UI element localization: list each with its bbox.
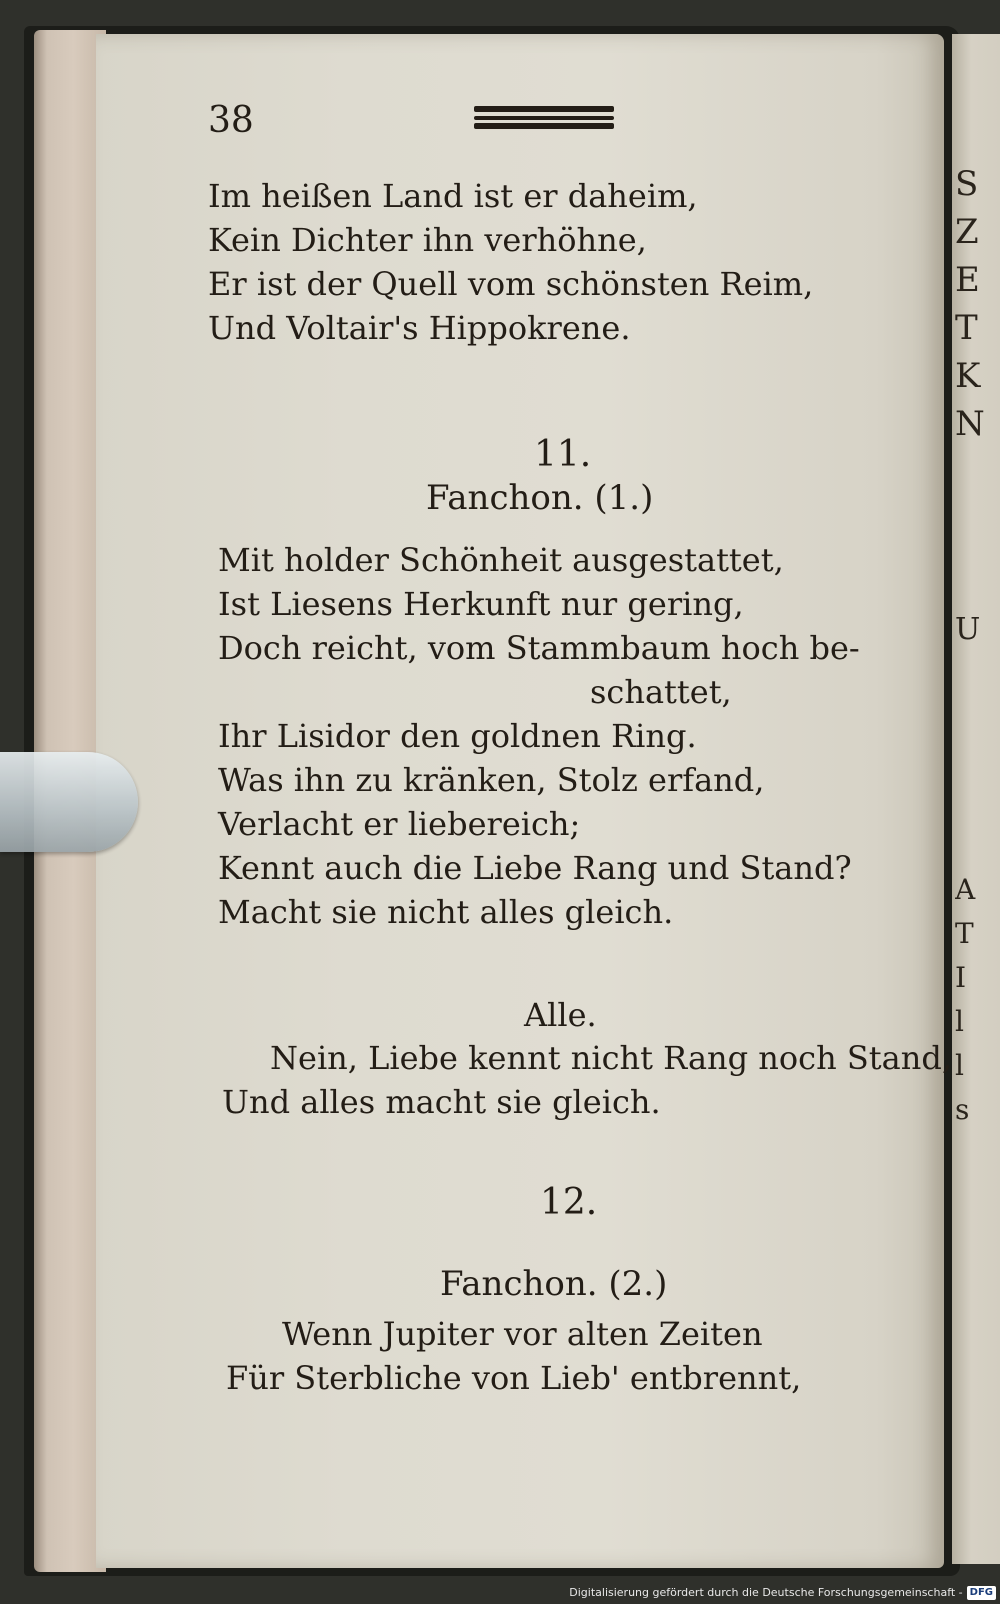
facing-letter: E (955, 260, 980, 300)
chorus (222, 1036, 952, 1124)
verse-line: Kein Dichter ihn verhöhne, (208, 221, 647, 259)
facing-letter: U (955, 612, 981, 647)
facing-letter: l (955, 1005, 964, 1038)
facing-page-upper-letters (955, 160, 1000, 448)
verse-line: Verlacht er liebereich; (218, 805, 581, 843)
verse-line: Er ist der Quell vom schönsten Reim, (208, 265, 814, 303)
song-verse (226, 1312, 801, 1400)
dfg-logo: DFG (967, 1586, 996, 1600)
verse-line: Ist Liesens Herkunft nur gering, (218, 585, 744, 623)
facing-letter: I (955, 961, 967, 994)
verse-line: Für Sterbliche von Lieb' entbrennt, (226, 1359, 802, 1397)
verse-line: Doch reicht, vom Stammbaum hoch be- (218, 629, 860, 667)
verse-line: Im heißen Land ist er daheim, (208, 177, 698, 215)
song-title: Fanchon. (1.) (426, 478, 654, 518)
facing-letter: N (955, 404, 985, 444)
verse-line: Kennt auch die Liebe Rang und Stand? (218, 849, 852, 887)
facing-letter: S (955, 164, 979, 204)
verse-line: Und alles macht sie gleich. (222, 1083, 661, 1121)
song-verse (218, 538, 860, 934)
verse-line: Ihr Lisidor den goldnen Ring. (218, 717, 697, 755)
facing-letter: l (955, 1049, 964, 1082)
page-number: 38 (208, 100, 254, 141)
page-holder-clip (0, 752, 138, 852)
verse-line: Und Voltair's Hippokrene. (208, 309, 631, 347)
header-ornament (474, 106, 614, 130)
verse-line: Wenn Jupiter vor alten Zeiten (282, 1315, 763, 1353)
facing-letter: K (955, 356, 981, 396)
facing-letter: T (955, 917, 974, 950)
digitization-credit (569, 1582, 996, 1604)
facing-page-lower-letters (955, 868, 1000, 1132)
chorus-label: Alle. (524, 996, 597, 1034)
facing-letter: T (955, 308, 978, 348)
verse-line-continuation: schattet, (590, 673, 732, 711)
verse-line: Mit holder Schönheit ausgestattet, (218, 541, 784, 579)
credit-text: Digitalisierung gefördert durch die Deutsche Forschungsgemeinschaft - (569, 1586, 963, 1599)
song-number: 12. (540, 1182, 598, 1223)
song-title: Fanchon. (2.) (440, 1264, 668, 1304)
verse-line: Was ihn zu kränken, Stolz erfand, (218, 761, 765, 799)
stanza-top (208, 174, 813, 350)
ornament-rule (474, 123, 614, 129)
facing-letter: Z (955, 212, 979, 252)
verse-line: Nein, Liebe kennt nicht Rang noch Stand, (270, 1039, 952, 1077)
verse-line: Macht sie nicht alles gleich. (218, 893, 674, 931)
ornament-rule (474, 106, 614, 112)
ornament-rule (474, 116, 614, 120)
facing-letter: s (955, 1093, 970, 1126)
facing-letter: A (955, 873, 976, 906)
song-number: 11. (534, 434, 592, 475)
